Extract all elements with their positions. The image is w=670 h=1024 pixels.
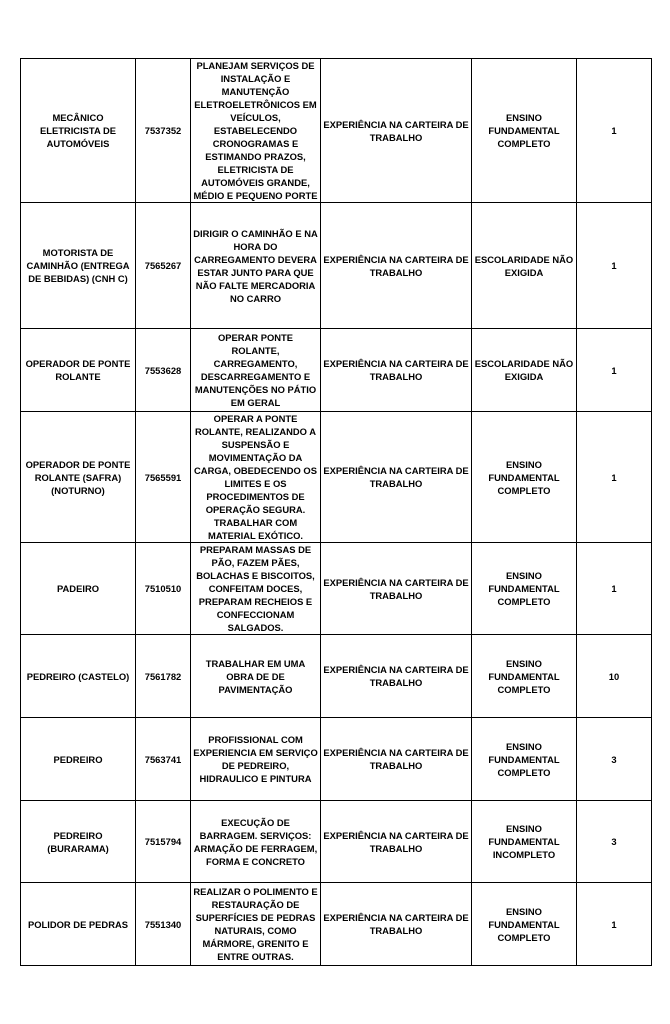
- job-description-cell: TRABALHAR EM UMA OBRA DE DE PAVIMENTAÇÃO: [191, 635, 321, 718]
- requirement-cell: EXPERIÊNCIA NA CARTEIRA DE TRABALHO: [321, 59, 472, 203]
- table-row: [21, 329, 652, 412]
- education-cell: ESCOLARIDADE NÃO EXIGIDA: [472, 203, 577, 329]
- vacancies-cell: 1: [577, 59, 652, 203]
- table-row: [21, 203, 652, 329]
- job-title-cell: OPERADOR DE PONTE ROLANTE (SAFRA) (NOTURNO): [21, 412, 136, 543]
- vacancies-cell: 1: [577, 412, 652, 543]
- vacancies-cell: 1: [577, 543, 652, 635]
- table-row: [21, 718, 652, 801]
- job-vacancies-table: [20, 58, 652, 966]
- job-title-cell: MOTORISTA DE CAMINHÃO (ENTREGA DE BEBIDAS) (CNH C): [21, 203, 136, 329]
- vacancies-cell: 3: [577, 801, 652, 883]
- requirement-cell: EXPERIÊNCIA NA CARTEIRA DE TRABALHO: [321, 883, 472, 966]
- job-title-cell: OPERADOR DE PONTE ROLANTE: [21, 329, 136, 412]
- education-cell: ENSINO FUNDAMENTAL COMPLETO: [472, 543, 577, 635]
- job-code-cell: 7510510: [136, 543, 191, 635]
- job-description-cell: PREPARAM MASSAS DE PÃO, FAZEM PÃES, BOLACHAS E BISCOITOS, CONFEITAM DOCES, PREPARAM RECHEIOS E CONFECCIONAM SALGADOS.: [191, 543, 321, 635]
- vacancies-cell: 1: [577, 883, 652, 966]
- job-title-cell: POLIDOR DE PEDRAS: [21, 883, 136, 966]
- job-title-cell: MECÂNICO ELETRICISTA DE AUTOMÓVEIS: [21, 59, 136, 203]
- table-row: [21, 59, 652, 203]
- job-description-cell: PROFISSIONAL COM EXPERIENCIA EM SERVIÇO DE PEDREIRO, HIDRAULICO E PINTURA: [191, 718, 321, 801]
- job-title-cell: PEDREIRO: [21, 718, 136, 801]
- requirement-cell: EXPERIÊNCIA NA CARTEIRA DE TRABALHO: [321, 412, 472, 543]
- education-cell: ESCOLARIDADE NÃO EXIGIDA: [472, 329, 577, 412]
- job-description-cell: EXECUÇÃO DE BARRAGEM. SERVIÇOS: ARMAÇÃO DE FERRAGEM, FORMA E CONCRETO: [191, 801, 321, 883]
- education-cell: ENSINO FUNDAMENTAL INCOMPLETO: [472, 801, 577, 883]
- vacancies-cell: 1: [577, 329, 652, 412]
- job-description-cell: DIRIGIR O CAMINHÃO E NA HORA DO CARREGAMENTO DEVERA ESTAR JUNTO PARA QUE NÃO FALTE MERCADORIA NO CARRO: [191, 203, 321, 329]
- vacancies-cell: 3: [577, 718, 652, 801]
- job-code-cell: 7553628: [136, 329, 191, 412]
- education-cell: ENSINO FUNDAMENTAL COMPLETO: [472, 718, 577, 801]
- table-row: [21, 635, 652, 718]
- job-title-cell: PEDREIRO (CASTELO): [21, 635, 136, 718]
- job-description-cell: OPERAR A PONTE ROLANTE, REALIZANDO A SUSPENSÃO E MOVIMENTAÇÃO DA CARGA, OBEDECENDO OS LIMITES E OS PROCEDIMENTOS DE OPERAÇÃO SEGURA. TRABALHAR COM MATERIAL EXÓTICO.: [191, 412, 321, 543]
- job-title-cell: PEDREIRO (BURARAMA): [21, 801, 136, 883]
- job-code-cell: 7537352: [136, 59, 191, 203]
- job-code-cell: 7515794: [136, 801, 191, 883]
- job-description-cell: OPERAR PONTE ROLANTE, CARREGAMENTO, DESCARREGAMENTO E MANUTENÇÕES NO PÁTIO EM GERAL: [191, 329, 321, 412]
- requirement-cell: EXPERIÊNCIA NA CARTEIRA DE TRABALHO: [321, 543, 472, 635]
- job-code-cell: 7561782: [136, 635, 191, 718]
- requirement-cell: EXPERIÊNCIA NA CARTEIRA DE TRABALHO: [321, 635, 472, 718]
- table-row: [21, 883, 652, 966]
- table-row: [21, 543, 652, 635]
- job-code-cell: 7551340: [136, 883, 191, 966]
- vacancies-cell: 1: [577, 203, 652, 329]
- job-title-cell: PADEIRO: [21, 543, 136, 635]
- vacancies-cell: 10: [577, 635, 652, 718]
- table-row: [21, 801, 652, 883]
- job-code-cell: 7563741: [136, 718, 191, 801]
- education-cell: ENSINO FUNDAMENTAL COMPLETO: [472, 59, 577, 203]
- education-cell: ENSINO FUNDAMENTAL COMPLETO: [472, 412, 577, 543]
- requirement-cell: EXPERIÊNCIA NA CARTEIRA DE TRABALHO: [321, 718, 472, 801]
- job-description-cell: PLANEJAM SERVIÇOS DE INSTALAÇÃO E MANUTENÇÃO ELETROELETRÔNICOS EM VEÍCULOS, ESTABELECENDO CRONOGRAMAS E ESTIMANDO PRAZOS, ELETRICISTA DE AUTOMÓVEIS GRANDE, MÉDIO E PEQUENO PORTE: [191, 59, 321, 203]
- education-cell: ENSINO FUNDAMENTAL COMPLETO: [472, 635, 577, 718]
- education-cell: ENSINO FUNDAMENTAL COMPLETO: [472, 883, 577, 966]
- job-description-cell: REALIZAR O POLIMENTO E RESTAURAÇÃO DE SUPERFÍCIES DE PEDRAS NATURAIS, COMO MÁRMORE, GRENITO E ENTRE OUTRAS.: [191, 883, 321, 966]
- job-code-cell: 7565591: [136, 412, 191, 543]
- requirement-cell: EXPERIÊNCIA NA CARTEIRA DE TRABALHO: [321, 329, 472, 412]
- table-row: [21, 412, 652, 543]
- requirement-cell: EXPERIÊNCIA NA CARTEIRA DE TRABALHO: [321, 203, 472, 329]
- requirement-cell: EXPERIÊNCIA NA CARTEIRA DE TRABALHO: [321, 801, 472, 883]
- job-code-cell: 7565267: [136, 203, 191, 329]
